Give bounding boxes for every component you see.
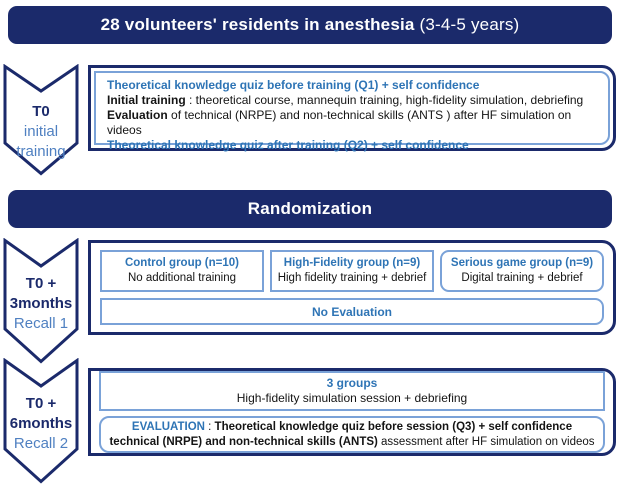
control-group-title: Control group (n=10) — [124, 257, 240, 269]
recall2-time-label-2: 6months — [9, 415, 73, 432]
quiz-before-training-line: Theoretical knowledge quiz before training (Q1) + self confidence — [107, 78, 480, 92]
serious-game-group-desc: Digital training + debrief — [461, 272, 583, 284]
initial-training-description — [107, 93, 597, 138]
initial-training-inner-box — [94, 71, 610, 152]
recall1-time-label-2: 3months — [9, 295, 73, 312]
groups-row — [100, 250, 604, 292]
t0-sublabel-1: initial — [23, 123, 59, 140]
high-fidelity-group-title: High-Fidelity group (n=9) — [283, 257, 421, 269]
t0-label: T0 — [32, 103, 50, 120]
three-groups-title: 3 groups — [326, 376, 378, 390]
chevron-recall1-label — [2, 274, 80, 334]
initial-training-line: Initial training : theoretical course, mannequin training, high-fidelity simulation, debriefing — [107, 93, 584, 107]
no-evaluation-label: No Evaluation — [311, 304, 392, 319]
header-title-bold: 28 volunteers' residents in anesthesia — [100, 15, 415, 34]
section-recall1 — [88, 240, 616, 335]
recall2-time-label-1: T0 + — [25, 395, 57, 412]
three-groups-session-box — [99, 371, 605, 411]
header-title-suffix: (3-4-5 years) — [419, 15, 520, 34]
chevron-recall2-label — [2, 394, 80, 454]
randomization-banner — [8, 190, 612, 228]
final-evaluation-box — [99, 416, 605, 453]
evaluation-line: Evaluation of technical (NRPE) and non-technical skills (ANTS ) after HF simulation on videos — [107, 108, 572, 137]
section-recall2 — [88, 368, 616, 456]
timeline-chevron-t0 — [2, 64, 80, 176]
serious-game-group-box — [440, 250, 604, 292]
control-group-desc: No additional training — [127, 272, 237, 284]
timeline-chevron-recall1 — [2, 238, 80, 364]
recall1-time-label-1: T0 + — [25, 275, 57, 292]
recall1-sublabel: Recall 1 — [13, 315, 69, 332]
quiz-after-training-line: Theoretical knowledge quiz after training (Q2) + self confidence — [107, 138, 469, 152]
header-banner — [8, 6, 612, 44]
timeline-chevron-recall2 — [2, 358, 80, 484]
three-groups-desc: High-fidelity simulation session + debriefing — [236, 391, 468, 405]
high-fidelity-group-box — [270, 250, 434, 292]
final-evaluation-line1: EVALUATION : Theoretical knowledge quiz before session (Q3) + self confidence — [131, 421, 573, 433]
recall2-sublabel: Recall 2 — [13, 435, 69, 452]
control-group-box — [100, 250, 264, 292]
final-evaluation-line2: technical (NRPE) and non-technical skills (ANTS) assessment after HF simulation on videos — [109, 435, 595, 448]
chevron-t0-label — [2, 102, 80, 162]
section-initial-training — [88, 65, 616, 151]
high-fidelity-group-desc: High fidelity training + debrief — [277, 272, 427, 284]
t0-sublabel-2: training — [16, 143, 66, 160]
serious-game-group-title: Serious game group (n=9) — [450, 257, 594, 269]
no-evaluation-box — [100, 298, 604, 325]
randomization-label: Randomization — [247, 199, 373, 218]
